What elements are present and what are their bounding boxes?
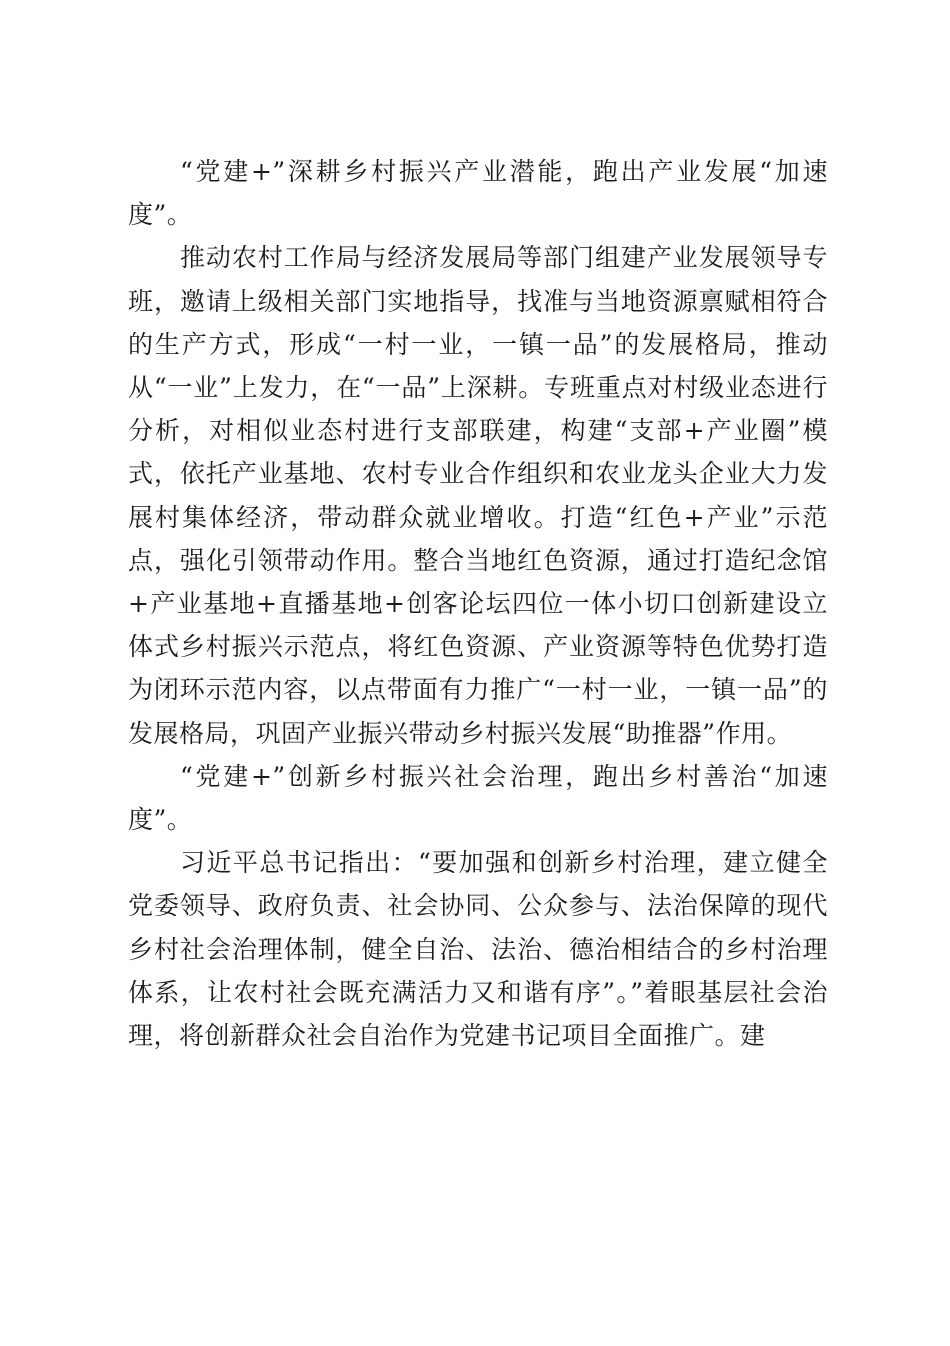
- document-body: [128, 150, 828, 1057]
- body-paragraph-governance: 习近平总书记指出：“要加强和创新乡村治理，建立健全党委领导、政府负责、社会协同、公众参与、法治保障的现代乡村社会治理体制，健全自治、法治、德治相结合的乡村治理体系，让农村社会既充满活力又和谐有序”。”着眼基层社会治理，将创新群众社会自治作为党建书记项目全面推广。建: [128, 848, 828, 1051]
- body-paragraph-industry: 推动农村工作局与经济发展局等部门组建产业发展领导专班，邀请上级相关部门实地指导，找准与当地资源禀赋相符合的生产方式，形成“一村一业，一镇一品”的发展格局，推动从“一业”上发力，在“一品”上深耕。专班重点对村级业态进行分析，对相似业态村进行支部联建，构建“支部+产业圈”模式，依托产业基地、农村专业合作组织和农业龙头企业大力发展村集体经济，带动群众就业增收。打造“红色+产业”示范点，强化引领带动作用。整合当地红色资源，通过打造纪念馆+产业基地+直播基地+创客论坛四位一体小切口创新建设立体式乡村振兴示范点，将红色资源、产业资源等特色优势打造为闭环示范内容，以点带面有力推广“一村一业，一镇一品”的发展格局，巩固产业振兴带动乡村振兴发展“助推器”作用。: [128, 243, 828, 748]
- section-heading-governance: “党建+”创新乡村振兴社会治理，跑出乡村善治“加速度”。: [128, 761, 828, 835]
- section-heading-industry: “党建+”深耕乡村振兴产业潜能，跑出产业发展“加速度”。: [128, 157, 828, 230]
